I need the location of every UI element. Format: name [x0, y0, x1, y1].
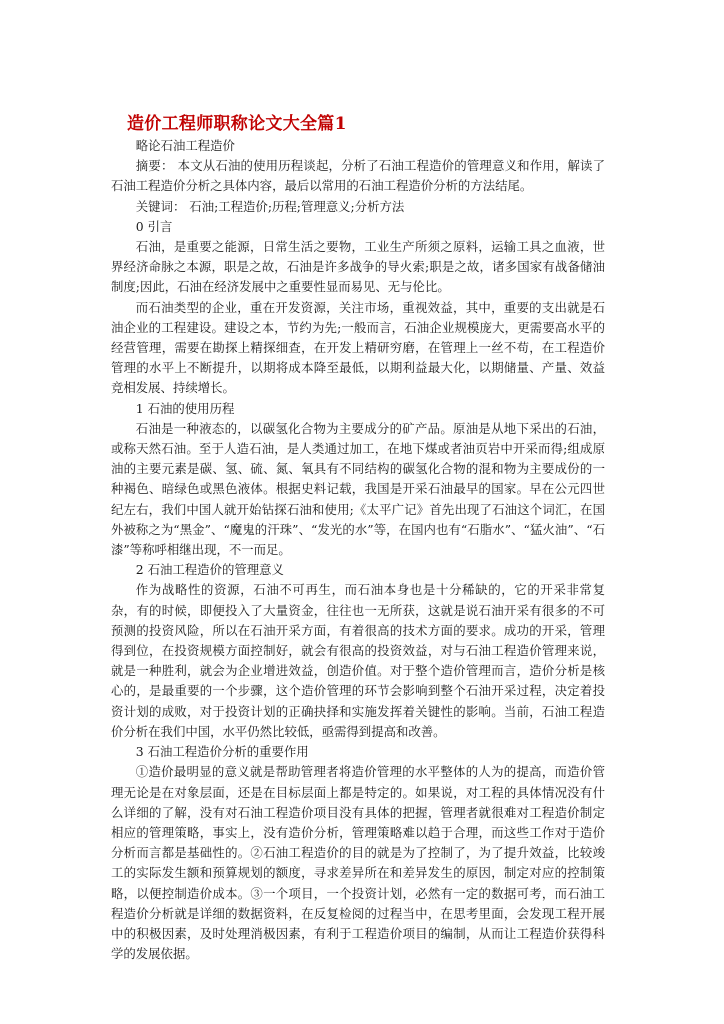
body-paragraph: 石油是一种液态的，以碳氢化合物为主要成分的矿产品。原油是从地下采出的石油，或称天然石油。至于人造石油，是人类通过加工，在地下煤或者油页岩中开采而得;组成原油的主要元素是碳、氢、硫、氮、氧具有不同结构的碳氢化合物的混和物为主要成份的一种褐色、暗绿色或黑色液体。根据史料记载，我国是开采石油最早的国家。早在公元四世纪左右，我们中国人就开始钻探石油和使用;《太平广记》首先出现了石油这个词汇，在国外被称之为“黑金”、“魔鬼的汗珠”、“发光的水”等，在国内也有“石脂水”、“猛火油”、“石漆”等称呼相继出现，不一而足。: [111, 420, 605, 558]
document-body: [111, 136, 605, 964]
section-heading-management: 2 石油工程造价的管理意义: [135, 562, 284, 578]
section-heading-introduction: 0 引言: [135, 218, 173, 234]
abstract-paragraph: 摘要： 本文从石油的使用历程谈起，分析了石油工程造价的管理意义和作用，解读了石油工程造价分析之具体内容，最后以常用的石油工程造价分析的方法结尾。: [111, 158, 605, 194]
section-heading-analysis-role: 3 石油工程造价分析的重要作用: [135, 744, 309, 760]
body-paragraph: ①造价最明显的意义就是帮助管理者将造价管理的水平整体的人为的提高，而造价管理无论是在对象层面，还是在目标层面上都是特定的。如果说，对工程的具体情况没有什么详细的了解，没有对石油工程造价项目没有具体的把握，管理者就很难对工程造价制定相应的管理策略，事实上，没有造价分析，管理策略难以趋于合理，而这些工作对于造价分析而言都是基础性的。②石油工程造价的目的就是为了控制了，为了提升效益，比较竣工的实际发生额和预算规划的额度，寻求差异所在和差异发生的原因，制定对应的控制策略，以便控制造价成本。③一个项目，一个投资计划，必然有一定的数据可考，而石油工程造价分析就是详细的数据资料，在反复检阅的过程当中，在思考里面，会发现工程开展中的积极因素，及时处理消极因素，有利于工程造价项目的编制，从而让工程造价获得科学的发展依据。: [111, 764, 605, 962]
section-heading-history: 1 石油的使用历程: [135, 400, 235, 416]
body-paragraph: 作为战略性的资源，石油不可再生，而石油本身也是十分稀缺的，它的开采非常复杂，有的时候，即便投入了大量资金，往往也一无所获，这就是说石油开采有很多的不可预测的投资风险，所以在石油开采方面，有着很高的技术方面的要求。成功的开采，管理得到位，在投资规模方面控制好，就会有很高的投资效益，对与石油工程造价管理来说，就是一种胜利，就会为企业增进效益，创造价值。对于整个造价管理而言，造价分析是核心的，是最重要的一个步骤，这个造价管理的环节会影响到整个石油开采过程，决定着投资计划的成败，对于投资计划的正确抉择和实施发挥着关键性的影响。当前，石油工程造价分析在我们中国，水平仍然比较低，亟需得到提高和改善。: [111, 582, 605, 739]
document-title: 造价工程师职称论文大全篇1: [127, 114, 347, 134]
article-subtitle: 略论石油工程造价: [135, 138, 235, 153]
keywords-paragraph: 关键词： 石油;工程造价;历程;管理意义;分析方法: [135, 198, 405, 214]
body-paragraph: 石油，是重要之能源，日常生活之要物，工业生产所须之原料，运输工具之血液，世界经济命脉之本源，职是之故，石油是许多战争的导火索;职是之故，诸多国家有战备储油制度;因此，石油在经济发展中之重要性显而易见、无与伦比。: [111, 239, 605, 295]
body-paragraph: 而石油类型的企业，重在开发资源，关注市场，重视效益，其中，重要的支出就是石油企业的工程建设。建设之本，节约为先;一般而言，石油企业规模庞大，更需要高水平的经营管理，需要在勘探上精探细查，在开发上精研穷磨，在管理上一丝不苟，在工程造价管理的水平上不断提升，以期将成本降至最低，以期利益最大化，以期储量、产量、效益竞相发展、持续增长。: [111, 299, 605, 396]
